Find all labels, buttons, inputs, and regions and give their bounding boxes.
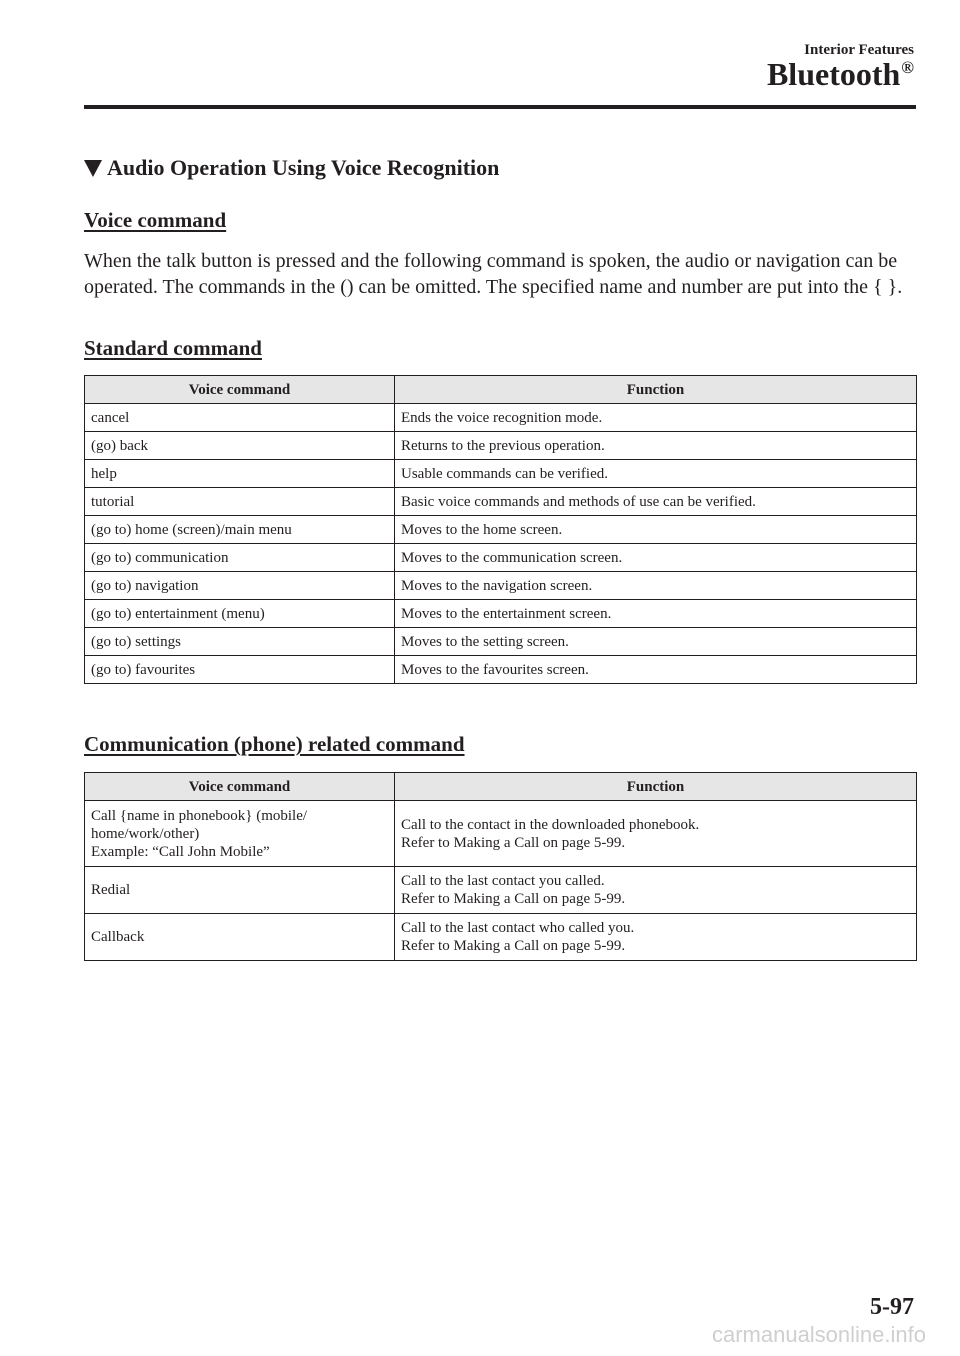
table-row <box>85 516 917 544</box>
function-cell: Call to the last contact who called you. Refer to Making a Call on page 5-99. <box>395 914 917 961</box>
voice-command-cell: (go to) entertainment (menu) <box>85 600 395 628</box>
header-rule <box>84 105 916 109</box>
column-header-function: Function <box>395 773 917 801</box>
communication-command-heading: Communication (phone) related command <box>84 732 465 756</box>
function-cell: Moves to the favourites screen. <box>395 656 917 684</box>
voice-command-cell: Callback <box>85 914 395 961</box>
table-row <box>85 628 917 656</box>
function-cell: Moves to the home screen. <box>395 516 917 544</box>
voice-command-cell: tutorial <box>85 488 395 516</box>
table-row <box>85 600 917 628</box>
table-header-row <box>85 773 917 801</box>
table-row <box>85 460 917 488</box>
header-title <box>767 56 914 93</box>
function-cell: Usable commands can be verified. <box>395 460 917 488</box>
voice-command-cell: (go) back <box>85 432 395 460</box>
table-row <box>85 404 917 432</box>
section-title <box>84 155 499 181</box>
voice-command-cell: cancel <box>85 404 395 432</box>
communication-command-rows <box>85 801 917 961</box>
table-row <box>85 488 917 516</box>
function-cell: Moves to the navigation screen. <box>395 572 917 600</box>
function-cell: Moves to the setting screen. <box>395 628 917 656</box>
function-cell: Moves to the entertainment screen. <box>395 600 917 628</box>
column-header-voice-command: Voice command <box>85 376 395 404</box>
section-title-text: Audio Operation Using Voice Recognition <box>107 155 500 180</box>
voice-command-cell: Redial <box>85 867 395 914</box>
table-row <box>85 801 917 867</box>
table-row <box>85 432 917 460</box>
standard-command-heading: Standard command <box>84 336 262 360</box>
voice-command-cell: (go to) home (screen)/main menu <box>85 516 395 544</box>
function-cell: Basic voice commands and methods of use can be verified. <box>395 488 917 516</box>
header-title-text: Bluetooth <box>766 56 901 92</box>
voice-command-cell: help <box>85 460 395 488</box>
function-cell: Returns to the previous operation. <box>395 432 917 460</box>
voice-command-cell: (go to) favourites <box>85 656 395 684</box>
column-header-voice-command: Voice command <box>85 773 395 801</box>
page-number: 5-97 <box>870 1294 914 1320</box>
triangle-bullet-icon <box>84 160 102 177</box>
function-cell: Moves to the communication screen. <box>395 544 917 572</box>
standard-command-rows <box>85 404 917 684</box>
voice-command-heading: Voice command <box>84 208 227 232</box>
voice-command-cell: Call {name in phonebook} (mobile/ home/work/other) Example: “Call John Mobile” <box>85 801 395 867</box>
function-cell: Call to the last contact you called. Refer to Making a Call on page 5-99. <box>395 867 917 914</box>
table-row <box>85 544 917 572</box>
table-row <box>85 572 917 600</box>
table-row <box>85 867 917 914</box>
watermark: carmanualsonline.info <box>711 1322 926 1347</box>
registered-mark: ® <box>901 58 914 77</box>
voice-command-cell: (go to) settings <box>85 628 395 656</box>
voice-command-cell: (go to) communication <box>85 544 395 572</box>
intro-paragraph: When the talk button is pressed and the following command is spoken, the audio or navigation can be operated. The commands in the () can be omitted. The specified name and number are put into the { }. <box>84 250 903 298</box>
voice-command-cell: (go to) navigation <box>85 572 395 600</box>
function-cell: Call to the contact in the downloaded phonebook. Refer to Making a Call on page 5-99. <box>395 801 917 867</box>
table-row <box>85 656 917 684</box>
header-section-label: Interior Features <box>804 42 914 58</box>
column-header-function: Function <box>395 376 917 404</box>
communication-command-table <box>84 772 917 961</box>
table-header-row <box>85 376 917 404</box>
function-cell: Ends the voice recognition mode. <box>395 404 917 432</box>
standard-command-table <box>84 375 917 684</box>
table-row <box>85 914 917 961</box>
